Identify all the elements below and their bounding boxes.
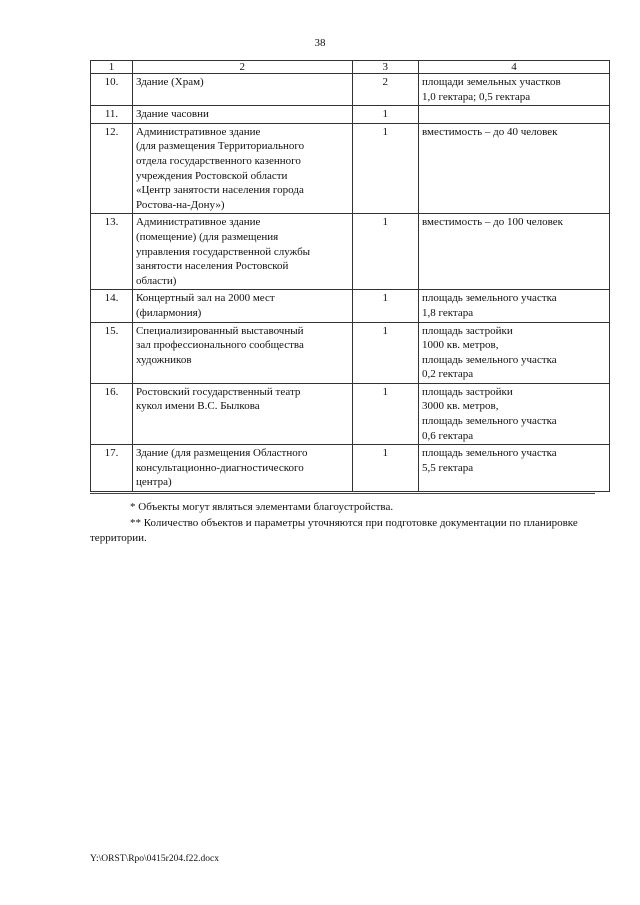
row-number: 14. — [91, 290, 133, 322]
row-number: 16. — [91, 383, 133, 444]
object-quantity: 2 — [352, 74, 418, 106]
row-number: 12. — [91, 123, 133, 214]
row-number: 17. — [91, 445, 133, 492]
object-parameters: площадь земельного участка 5,5 гектара — [418, 445, 609, 492]
object-name: Специализированный выставочный зал профессионального сообщества художников — [132, 322, 352, 383]
table-row — [91, 74, 610, 106]
column-header: 2 — [132, 61, 352, 74]
footnote-1: * Объекты могут являться элементами благоустройства. — [130, 501, 394, 513]
row-number: 10. — [91, 74, 133, 106]
row-number: 11. — [91, 106, 133, 124]
object-name: Административное здание (для размещения Территориального отдела государственного казенного учреждения Ростовской области «Центр занятости населения города Ростова-на-Дону») — [132, 123, 352, 214]
table-row — [91, 445, 610, 492]
objects-table — [90, 60, 610, 492]
object-quantity: 1 — [352, 106, 418, 124]
table-row — [91, 322, 610, 383]
table-row — [91, 214, 610, 290]
object-name: Ростовский государственный театр кукол имени В.С. Былкова — [132, 383, 352, 444]
object-parameters: площадь застройки 1000 кв. метров, площадь земельного участка 0,2 гектара — [418, 322, 609, 383]
object-quantity: 1 — [352, 214, 418, 290]
table-header-row — [91, 61, 610, 74]
object-quantity: 1 — [352, 123, 418, 214]
object-parameters: вместимость – до 100 человек — [418, 214, 609, 290]
row-number: 15. — [91, 322, 133, 383]
object-quantity: 1 — [352, 322, 418, 383]
object-parameters — [418, 106, 609, 124]
page-number: 38 — [314, 37, 326, 49]
row-number: 13. — [91, 214, 133, 290]
object-quantity: 1 — [352, 383, 418, 444]
object-parameters: площадь земельного участка 1,8 гектара — [418, 290, 609, 322]
table-row — [91, 123, 610, 214]
object-name: Здание (для размещения Областного консультационно-диагностического центра) — [132, 445, 352, 492]
table-row — [91, 290, 610, 322]
column-header: 3 — [352, 61, 418, 74]
object-parameters: вместимость – до 40 человек — [418, 123, 609, 214]
object-name: Здание часовни — [132, 106, 352, 124]
footnote-2: ** Количество объектов и параметры уточняются при подготовке документации по планировке территории. — [90, 517, 578, 544]
object-parameters: площади земельных участков 1,0 гектара; 0,5 гектара — [418, 74, 609, 106]
column-header: 4 — [418, 61, 609, 74]
table-row — [91, 106, 610, 124]
object-parameters: площадь застройки 3000 кв. метров, площадь земельного участка 0,6 гектара — [418, 383, 609, 444]
object-quantity: 1 — [352, 445, 418, 492]
file-path: Y:\ORST\Rpo\0415r204.f22.docx — [90, 854, 219, 864]
column-header: 1 — [91, 61, 133, 74]
table-row — [91, 383, 610, 444]
object-quantity: 1 — [352, 290, 418, 322]
object-name: Концертный зал на 2000 мест (филармония) — [132, 290, 352, 322]
footnote-divider — [90, 493, 595, 494]
object-name: Здание (Храм) — [132, 74, 352, 106]
object-name: Административное здание (помещение) (для размещения управления государственной службы занятости населения Ростовской области) — [132, 214, 352, 290]
